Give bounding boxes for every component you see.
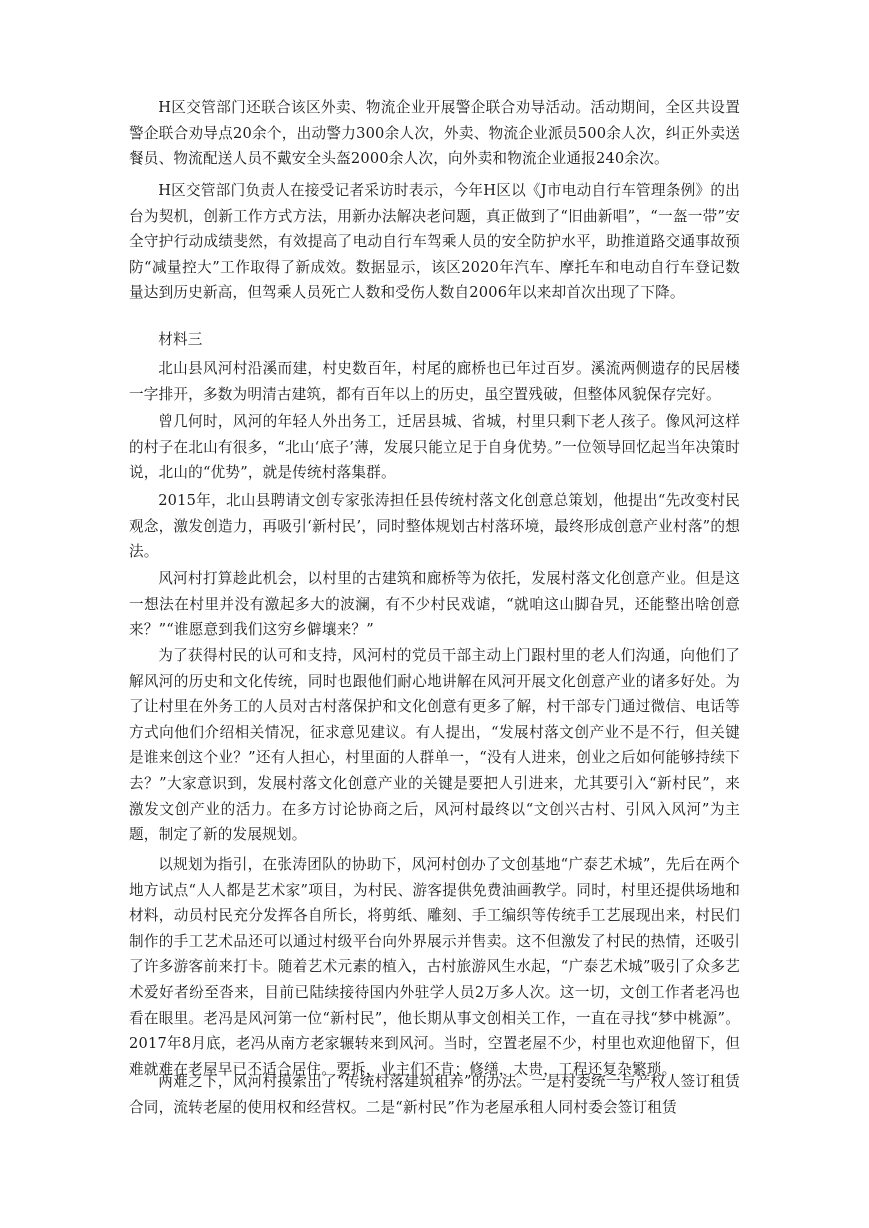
paragraph-art-city-and-laofeng: 以规划为指引，在张涛团队的协助下，风河村创办了文创基地“广泰艺术城”，先后在两个地方试点“人人都是艺术家”项目，为村民、游客提供免费油画教学。同时，村里还提供场地和材料，动员村民充分发挥各自所长，将剪纸、雕刻、手工编织等传统手工艺展现出来，村民们制作的手工艺术品还可以通过村级平台向外界展示并售卖。这不但激发了村民的热情，还吸引了许多游客前来打卡。随着艺术元素的植入，古村旅游风生水起，“广泰艺术城”吸引了众多艺术爱好者纷至沓来，目前已陆续接待国内外驻学人员2万多人次。这一切，文创工作者老冯也看在眼里。老冯是风河第一位“新村民”，他长期从事文创相关工作，一直在寻找“梦中桃源”。2017年8月底，老冯从南方老家辗转来到风河。当时，空置老屋不少，村里也欢迎他留下，但难就难在老屋早已不适合居住。要拆，业主们不肯；修缮，太贵，工程还复杂繁琐。 [129,856,740,1078]
paragraph-h-district-joint-persuasion: H区交管部门还联合该区外卖、物流企业开展警企联合劝导活动。活动期间，全区共设置警企联合劝导点20余个，出动警力300余人次，外卖、物流企业派员500余人次，纠正外卖送餐员、物流配送人员不戴安全头盔2000余人次，向外卖和物流企业通报240余次。 [129,99,740,168]
paragraph-building-lease-solution: 两难之下，风河村摸索出了“传统村落建筑租养”的办法。一是村委统一与产权人签订租赁合同，流转老屋的使用权和经营权。二是“新村民”作为老屋承租人同村委会签订租赁 [129,1073,740,1116]
paragraph-fenghe-village-intro: 北山县风河村沿溪而建，村史数百年，村尾的廊桥也已年过百岁。溪流两侧遗存的民居楼一字排开，多数为明清古建筑，都有百年以上的历史，虽空置残破，但整体风貌保存完好。 [129,360,740,403]
paragraph-villagers-skepticism: 风河村打算趁此机会，以村里的古建筑和廊桥等为依托，发展村落文化创意产业。但是这一想法在村里并没有激起多大的波澜，有不少村民戏谑，“就咱这山脚旮旯，还能整出啥创意来？”“谁愿意到我们这穷乡僻壤来？” [129,570,740,639]
paragraph-winning-villager-support: 为了获得村民的认可和支持，风河村的党员干部主动上门跟村里的老人们沟通，向他们了解风河的历史和文化传统，同时也跟他们耐心地讲解在风河开展文化创意产业的诸多好处。为了让村里在外务工的人员对古村落保护和文化创意有更多了解，村干部专门通过微信、电话等方式向他们介绍相关情况，征求意见建议。有人提出，“发展村落文创产业不是不行，但关键是谁来创这个业？”还有人担心，村里面的人群单一，“没有人进来，创业之后如何能够持续下去？”大家意识到，发展村落文化创意产业的关键是要把人引进来，尤其要引入“新村民”，来激发文创产业的活力。在多方讨论协商之后，风河村最终以“文创兴古村、引风入风河”为主题，制定了新的发展规划。 [129,647,740,844]
section-heading-material-three: 材料三 [158,331,203,348]
paragraph-young-people-leaving: 曾几何时，风河的年轻人外出务工，迁居县城、省城，村里只剩下老人孩子。像风河这样的村子在北山有很多，“北山‘底子’薄，发展只能立足于自身优势。”一位领导回忆起当年决策时说，北山的“优势”，就是传统村落集群。 [129,413,740,482]
paragraph-2015-cultural-planner: 2015年，北山县聘请文创专家张涛担任县传统村落文化创意总策划，他提出“先改变村民观念，激发创造力，再吸引‘新村民’，同时整体规划古村落环境，最终形成创意产业村落”的想法。 [129,492,740,561]
paragraph-h-district-official-interview: H区交管部门负责人在接受记者采访时表示，今年H区以《J市电动自行车管理条例》的出台为契机，创新工作方式方法，用新办法解决老问题，真正做到了“旧曲新唱”，“一盔一带”安全守护行动成绩斐然，有效提高了电动自行车驾乘人员的安全防护水平，助推道路交通事故预防“减量控大”工作取得了新成效。数据显示，该区2020年汽车、摩托车和电动自行车登记数量达到历史新高，但驾乘人员死亡人数和受伤人数自2006年以来却首次出现了下降。 [129,182,740,302]
